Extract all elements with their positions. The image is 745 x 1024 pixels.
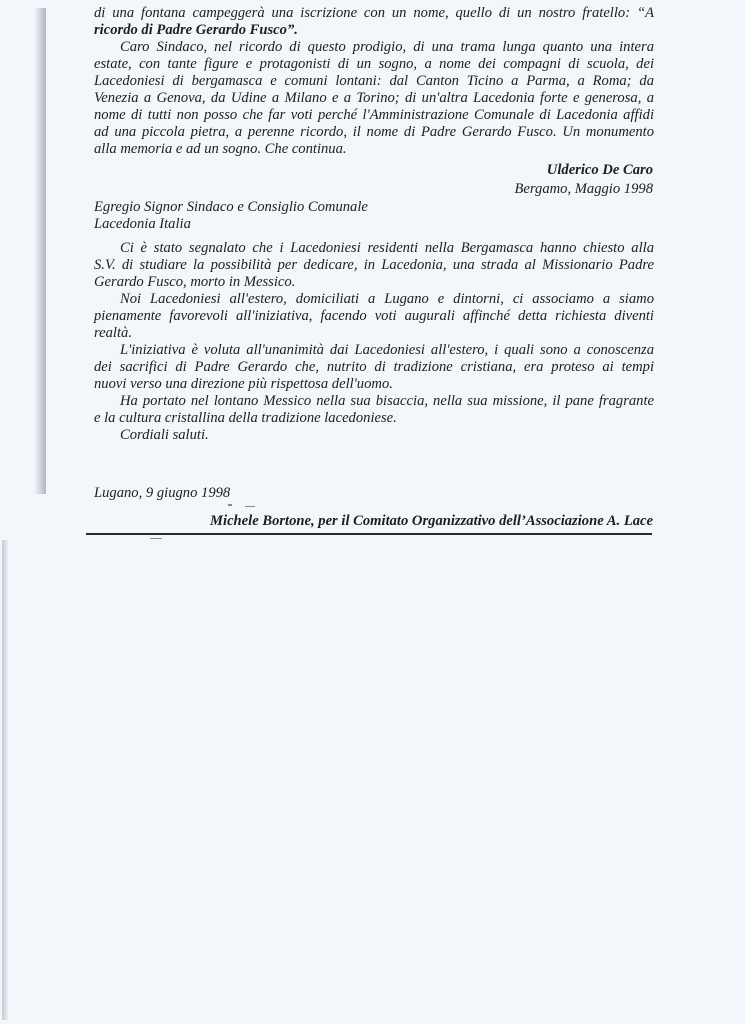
text-line: S.V. di studiare la possibilità per dedicare, in Lacedonia, una strada al Missionario Padre xyxy=(94,257,654,273)
text-line: di una fontana campeggerà una iscrizione con un nome, quello di un nostro fratello: “A xyxy=(94,5,654,21)
scan-speck xyxy=(150,538,162,539)
addressee-line: Egregio Signor Sindaco e Consiglio Comunale xyxy=(94,199,368,215)
text-line: Noi Lacedoniesi all'estero, domiciliati a Lugano e dintorni, ci associamo a siamo xyxy=(120,291,654,307)
text-line: ad una piccola pietra, a perenne ricordo, il nome di Padre Gerardo Fusco. Un monumento xyxy=(94,124,654,140)
text-line: dei sacrifici di Padre Gerardo che, nutrito di tradizione cristiana, era proteso ai tempi xyxy=(94,359,654,375)
text-line: Venezia a Genova, da Udine a Milano e a Torino; di un'altra Lacedonia forte e generosa, a xyxy=(94,90,654,106)
signature: Ulderico De Caro xyxy=(546,162,653,178)
text-line: ricordo di Padre Gerardo Fusco”. xyxy=(94,22,298,38)
scan-speck xyxy=(228,504,232,506)
place-date: Lugano, 9 giugno 1998 xyxy=(94,485,231,501)
text-line: Caro Sindaco, nel ricordo di questo prodigio, di una trama lunga quanto una intera xyxy=(120,39,654,55)
scan-speck xyxy=(245,506,255,507)
text-line: nome di tutti non posso che far voti perché l'Amministrazione Comunale di Lacedonia affidi xyxy=(94,107,654,123)
text-line: Ci è stato segnalato che i Lacedoniesi residenti nella Bergamasca hanno chiesto alla xyxy=(120,240,654,256)
signature: Michele Bortone, per il Comitato Organizzativo dell’Associazione A. Lace xyxy=(210,513,653,529)
signature-rule xyxy=(86,533,652,535)
text-line: nuovi verso una direzione più rispettosa dell'uomo. xyxy=(94,376,393,392)
text-line: estate, con tante figure e protagonisti di un sogno, a nome dei compagni di scuola, dei xyxy=(94,56,654,72)
scan-edge-shadow xyxy=(2,540,8,1020)
text-line: Cordiali saluti. xyxy=(120,427,209,443)
scan-edge-shadow xyxy=(34,8,46,494)
text-line: L'iniziativa è voluta all'unanimità dai Lacedoniesi all'estero, i quali sono a conoscenza xyxy=(120,342,654,358)
place-date: Bergamo, Maggio 1998 xyxy=(514,181,653,197)
text-line: pienamente favorevoli all'iniziativa, facendo voti augurali affinché detta richiesta diventi xyxy=(94,308,654,324)
text-line: Gerardo Fusco, morto in Messico. xyxy=(94,274,296,290)
text-line: realtà. xyxy=(94,325,132,341)
text-line: Ha portato nel lontano Messico nella sua bisaccia, nella sua missione, il pane fragrante xyxy=(120,393,654,409)
text-line: e la cultura cristallina della tradizione lacedoniese. xyxy=(94,410,397,426)
text-line: alla memoria e ad un sogno. Che continua. xyxy=(94,141,347,157)
addressee-line: Lacedonia Italia xyxy=(94,216,191,232)
text-line: Lacedoniesi di bergamasca e comuni lontani: dal Canton Ticino a Parma, a Roma; da xyxy=(94,73,654,89)
